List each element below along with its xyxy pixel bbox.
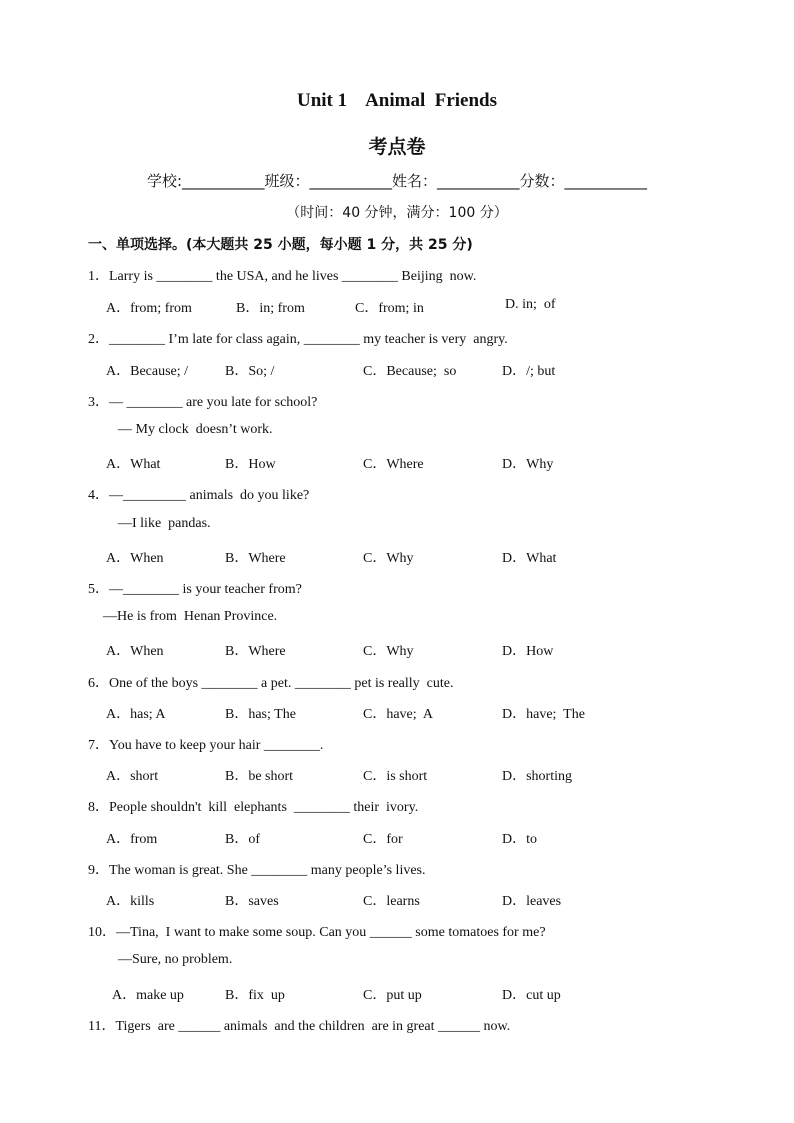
option-a: A．short bbox=[106, 769, 159, 784]
option-c: C．for bbox=[363, 832, 403, 847]
option-c: C．Why bbox=[363, 644, 414, 659]
option-b: B．fix up bbox=[225, 988, 285, 1003]
option-a: A．kills bbox=[106, 894, 155, 909]
option-a: A．Because; / bbox=[106, 364, 189, 379]
section-heading: 一、单项选择。(本大题共 25 小题，每小题 1 分，共 25 分) bbox=[88, 237, 473, 253]
option-b: B．Where bbox=[225, 644, 286, 659]
option-b: B．has; The bbox=[225, 707, 296, 722]
question-line: 7．You have to keep your hair ________. bbox=[88, 738, 324, 753]
question-line: 10．—Tina, I want to make some soup. Can you ______ some tomatoes for me? bbox=[88, 925, 546, 940]
option-a: A．from bbox=[106, 832, 158, 847]
option-a: A．When bbox=[106, 644, 164, 659]
question-line: —Sure, no problem. bbox=[118, 952, 233, 967]
option-c: C．have; A bbox=[363, 707, 433, 722]
option-d: D．/; but bbox=[502, 364, 556, 379]
question-line: 8．People shouldn't kill elephants ________ their ivory. bbox=[88, 800, 419, 815]
option-a: A．has; A bbox=[106, 707, 166, 722]
option-d: D．leaves bbox=[502, 894, 562, 909]
option-b: B．be short bbox=[225, 769, 294, 784]
question-line: 2．________ I’m late for class again, ________ my teacher is very angry. bbox=[88, 332, 508, 347]
option-d: D．have; The bbox=[502, 707, 585, 722]
question-line: —I like pandas. bbox=[118, 516, 211, 531]
option-c: C．Why bbox=[363, 551, 414, 566]
option-a: A．When bbox=[106, 551, 164, 566]
question-line: 6．One of the boys ________ a pet. ________ pet is really cute. bbox=[88, 676, 454, 691]
option-c: C．is short bbox=[363, 769, 428, 784]
time-info: （时间：40 分钟，满分：100 分） bbox=[286, 205, 508, 221]
option-d: D. in; of bbox=[505, 297, 556, 312]
question-line: — My clock doesn’t work. bbox=[118, 422, 273, 437]
option-b: B．How bbox=[225, 457, 276, 472]
option-a: A．from; from bbox=[106, 301, 192, 316]
option-d: D．How bbox=[502, 644, 554, 659]
option-b: B．Where bbox=[225, 551, 286, 566]
question-line: 9．The woman is great. She ________ many people’s lives. bbox=[88, 863, 426, 878]
option-b: B．of bbox=[225, 832, 260, 847]
option-d: D．to bbox=[502, 832, 537, 847]
option-d: D．shorting bbox=[502, 769, 572, 784]
question-line: —He is from Henan Province. bbox=[103, 609, 278, 624]
option-c: C．learns bbox=[363, 894, 420, 909]
option-d: D．cut up bbox=[502, 988, 561, 1003]
question-line: 5．—________ is your teacher from? bbox=[88, 582, 302, 597]
option-c: C．from; in bbox=[355, 301, 424, 316]
option-d: D．What bbox=[502, 551, 557, 566]
option-a: A．make up bbox=[112, 988, 184, 1003]
question-line: 1．Larry is ________ the USA, and he lives ________ Beijing now. bbox=[88, 269, 477, 284]
option-c: C．Because; so bbox=[363, 364, 457, 379]
option-b: B．in; from bbox=[236, 301, 305, 316]
option-b: B．saves bbox=[225, 894, 279, 909]
option-c: C．Where bbox=[363, 457, 424, 472]
page-title: Unit 1 Animal Friends bbox=[296, 90, 498, 111]
question-line: 4．—_________ animals do you like? bbox=[88, 488, 310, 503]
question-line: 11．Tigers are ______ animals and the children are in great ______ now. bbox=[88, 1019, 511, 1034]
option-c: C．put up bbox=[363, 988, 422, 1003]
option-d: D．Why bbox=[502, 457, 554, 472]
question-line: 3．— ________ are you late for school? bbox=[88, 395, 318, 410]
option-a: A．What bbox=[106, 457, 161, 472]
student-info-fields: 学校:___________班级：___________姓名：___________分数：___________ bbox=[146, 172, 648, 190]
option-b: B．So; / bbox=[225, 364, 275, 379]
page-subtitle: 考点卷 bbox=[368, 137, 426, 158]
